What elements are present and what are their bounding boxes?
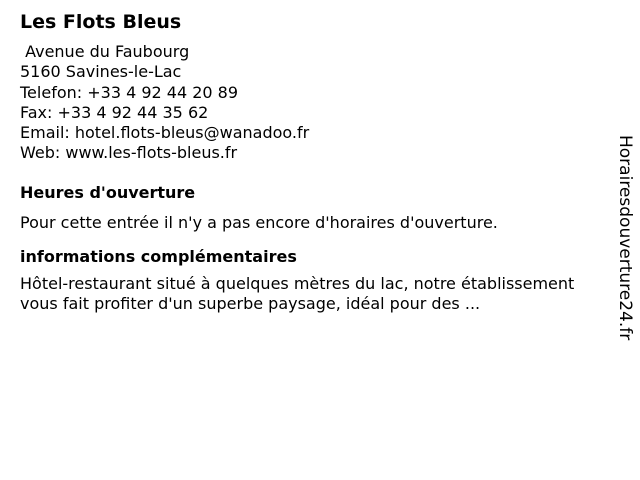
email-address: Email: hotel.flots-bleus@wanadoo.fr — [20, 123, 310, 143]
website-address: Web: www.les-flots-bleus.fr — [20, 143, 238, 163]
business-name: Les Flots Bleus — [20, 11, 182, 33]
opening-hours-heading: Heures d'ouverture — [20, 182, 196, 202]
fax-number: Fax: +33 4 92 44 35 62 — [20, 102, 209, 122]
business-card — [20, 10, 580, 314]
address-street: Avenue du Faubourg — [20, 42, 190, 61]
additional-info-heading: informations complémentaires — [20, 246, 297, 266]
contact-block — [20, 42, 580, 164]
site-watermark — [612, 135, 636, 345]
address-city: 5160 Savines-le-Lac — [20, 62, 182, 82]
phone-number: Telefon: +33 4 92 44 20 89 — [20, 82, 239, 102]
opening-hours-text: Pour cette entrée il n'y a pas encore d'horaires d'ouverture. — [20, 212, 498, 232]
additional-info-text: Hôtel-restaurant situé à quelques mètres du lac, notre établissement vous fait profiter d'un superbe paysage, idéal pour des ... — [20, 273, 575, 313]
site-watermark-text: Horairesdouverture24.fr — [615, 135, 635, 341]
